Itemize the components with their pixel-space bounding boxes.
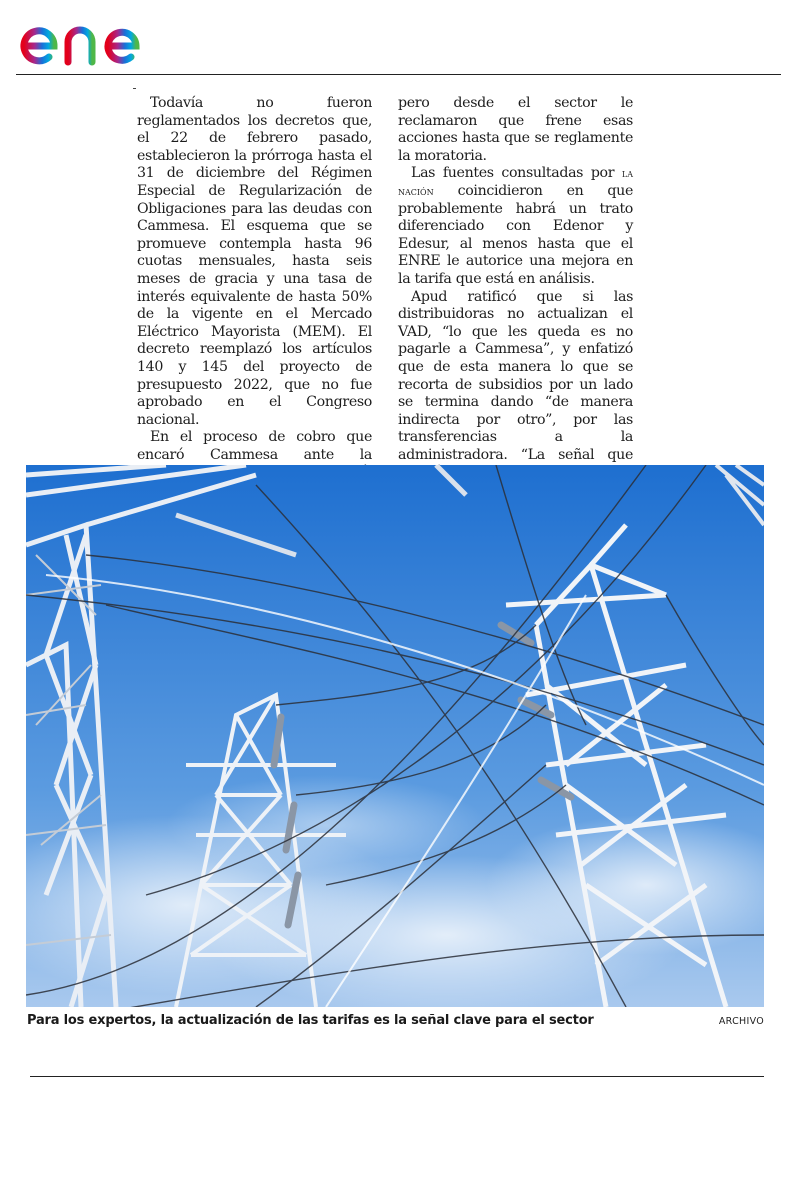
article-column-right <box>398 95 633 500</box>
paragraph-text: Apud ratificó que si las distribuidoras no actualizan el VAD, “lo que les queda es no pagarle a Cammesa”, y enfatizó que de esta manera lo que se recorta de subsidios por un lado se termina dando “de manera indirecta por otro”, por las transferencias a la administradora. “La señal que <box>398 288 633 463</box>
paragraph-text: Las fuentes consultadas por <box>411 165 622 182</box>
article-paragraph: En el proceso de cobro que encaró Cammesa ante la <box>137 429 372 463</box>
paragraph-text: coincidieron en que probablemente habrá un trato diferenciado con Edenor y Edesur, al menos hasta que el ENRE le autorice una mejora en la tarifa que está en análisis. <box>398 182 633 287</box>
article-paragraph: pero desde el sector le reclamaron que frene esas acciones hasta que se reglamente la moratoria. <box>398 95 633 164</box>
photo-caption: Para los expertos, la actualización de las tarifas es la señal clave para el sector <box>27 1013 594 1028</box>
power-towers-photo <box>26 465 764 1007</box>
column-mark <box>133 88 136 89</box>
photo-credit: ARCHIVO <box>718 1016 764 1027</box>
header-rule <box>16 74 781 75</box>
la-nacion-brand: la nación <box>398 167 633 198</box>
article-paragraph: Todavía no fueron reglamentados los decretos que, el 22 de febrero pasado, establecieron la prórroga hasta el 31 de diciembre del Régimen Especial de Regularización de Obligaciones para las deudas con Cammesa. El esquema que se promueve contempla hasta 96 cuotas mensuales, hasta seis meses de gracia y una tasa de interés equivalente de hasta 50% de la vigente en el Mercado Eléctrico Mayorista (MEM). El decreto reemplazó los artículos 140 y 145 del proyecto de presupuesto 2022, que no fue aprobado en el Congreso nacional. <box>137 95 372 428</box>
footer-rule <box>30 1076 764 1077</box>
article-paragraph <box>398 165 633 288</box>
article-column-left <box>137 95 372 517</box>
enel-logo <box>16 6 176 68</box>
